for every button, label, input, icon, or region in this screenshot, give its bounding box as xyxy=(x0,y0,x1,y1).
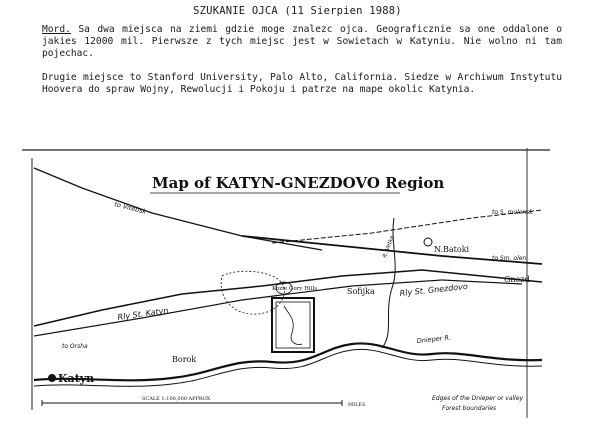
label-to-vitebsk: to Vitebsk xyxy=(113,200,148,216)
label-rly-st-katyn: Rly St. Katyn xyxy=(117,305,169,322)
label-dnieper: Dnieper R. xyxy=(416,333,452,345)
label-katyn: Katyn xyxy=(58,372,95,385)
label-to-smolensk-1: to S. molensk xyxy=(492,209,533,216)
label-vetka: R. Vetka xyxy=(382,235,396,259)
label-scale: SCALE 1:100,000 APPROX xyxy=(142,396,211,402)
document-heading: SZUKANIE OJCA (11 Sierpien 1988) xyxy=(193,5,402,17)
paragraph-1-lead: Mord. xyxy=(42,24,71,35)
paragraph-1 xyxy=(42,24,562,60)
batoki-marker xyxy=(424,238,432,246)
katyn-marker xyxy=(48,374,56,382)
map-drawing xyxy=(22,148,550,418)
label-kozie-gory: Kozie Gory Hills xyxy=(272,286,318,292)
label-to-smolensk-2: to Sm. olen xyxy=(492,255,527,262)
label-miles: MILES xyxy=(348,402,366,408)
map-title: Map of KATYN-GNEZDOVO Region xyxy=(152,174,445,192)
label-edges-note-1: Edges of the Dnieper or valley xyxy=(432,395,524,402)
label-edges-note-2: Forest boundaries xyxy=(442,405,497,412)
forest-boundary xyxy=(221,271,284,314)
label-rly-st-gnezdovo: Rly St. Gnezdovo xyxy=(399,281,469,298)
label-gnezd: Gnezd xyxy=(504,275,530,284)
label-to-orsha: to Orsha xyxy=(62,343,88,350)
katyn-map xyxy=(22,148,550,418)
label-sofijka: Sofijka xyxy=(347,287,375,296)
paragraph-1-text: Sa dwa miejsca na ziemi gdzie moge znalezc ojca. Geograficznie sa one oddalone o jakies 12000 mil. Pierwsze z tych miejsc jest w Sowietach w Katyniu. Nie wolno ni tam pojechac. xyxy=(42,24,562,59)
paragraph-2: Drugie miejsce to Stanford University, Palo Alto, California. Siedze w Archiwum Instytutu Hoovera do spraw Wojny, Rewolucji i Pokoju i patrze na mape okolic Katynia. xyxy=(42,72,562,95)
kozie-gory-path xyxy=(284,306,302,345)
label-n-batoki: N.Batoki xyxy=(434,245,470,254)
dnieper-river xyxy=(34,343,542,380)
label-borok: Borok xyxy=(172,355,197,364)
